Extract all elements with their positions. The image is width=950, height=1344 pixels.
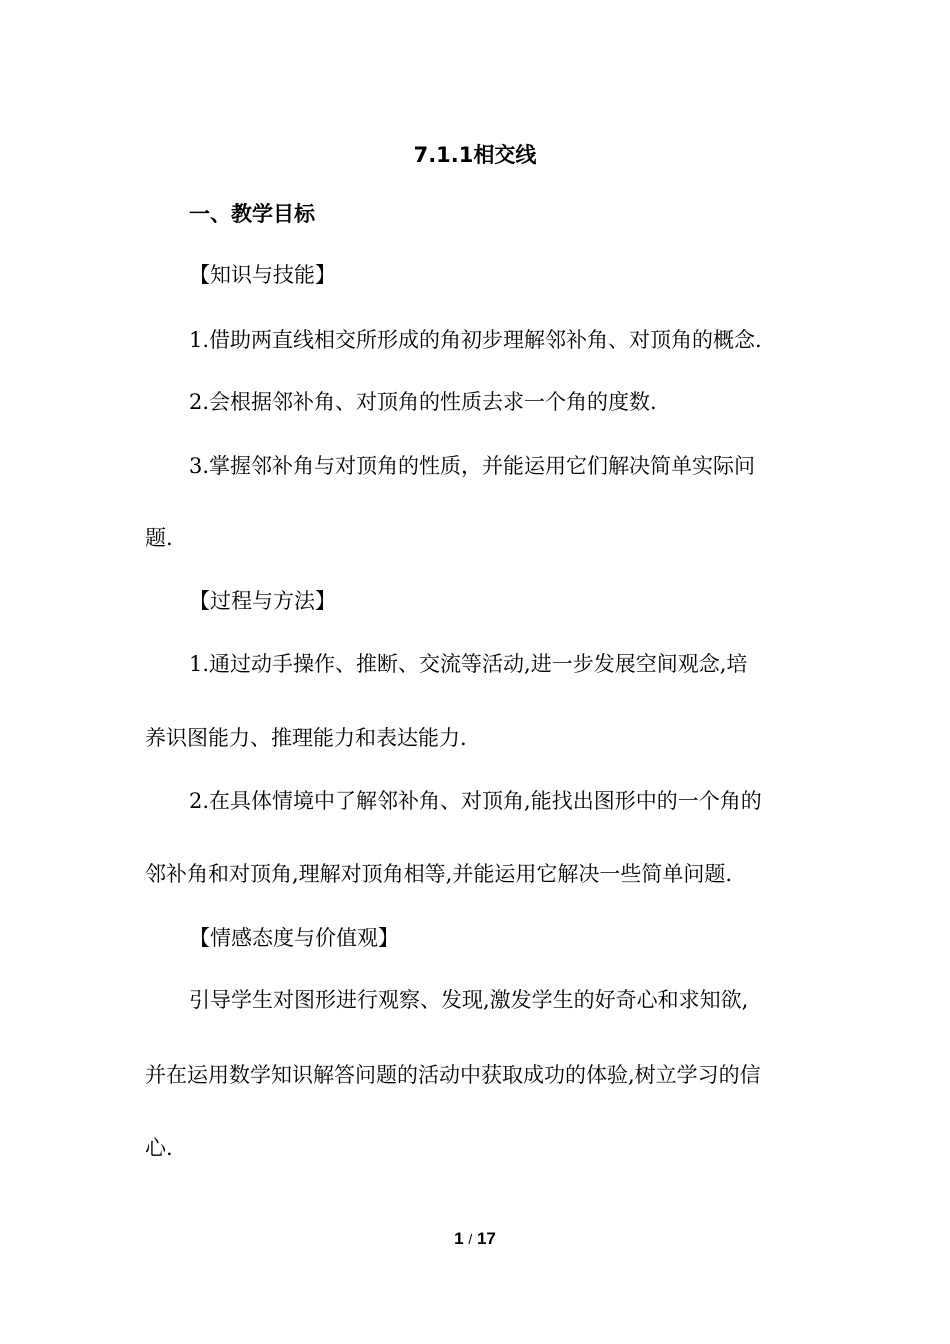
page-total: 17: [476, 1229, 496, 1248]
emotion-line-2: 并在运用数学知识解答问题的活动中获取成功的体验,树立学习的信: [145, 1063, 761, 1087]
process-item-1-line-2: 养识图能力、推理能力和表达能力.: [145, 726, 467, 750]
knowledge-item-3-line-2: 题.: [145, 526, 173, 550]
knowledge-item-3-line-1: 3.掌握邻补角与对顶角的性质，并能运用它们解决简单实际问: [189, 454, 756, 478]
subheading-process: 【过程与方法】: [189, 589, 336, 613]
page-number: [0, 1229, 950, 1249]
process-item-2-line-1: 2.在具体情境中了解邻补角、对顶角,能找出图形中的一个角的: [189, 789, 762, 813]
page-current: 1: [454, 1229, 464, 1248]
subheading-emotion: 【情感态度与价值观】: [189, 926, 399, 950]
page-separator: /: [468, 1231, 473, 1247]
page-title: 7.1.1相交线: [413, 143, 537, 167]
emotion-line-3: 心.: [145, 1136, 173, 1160]
emotion-line-1: 引导学生对图形进行观察、发现,激发学生的好奇心和求知欲,: [189, 988, 749, 1012]
section-heading-objectives: 一、教学目标: [189, 202, 315, 226]
knowledge-item-2: 2.会根据邻补角、对顶角的性质去求一个角的度数.: [189, 390, 657, 414]
process-item-2-line-2: 邻补角和对顶角,理解对顶角相等,并能运用它解决一些简单问题.: [145, 862, 733, 886]
process-item-1-line-1: 1.通过动手操作、推断、交流等活动,进一步发展空间观念,培: [189, 652, 748, 676]
knowledge-item-1: 1.借助两直线相交所形成的角初步理解邻补角、对顶角的概念.: [189, 328, 762, 352]
subheading-knowledge: 【知识与技能】: [189, 263, 336, 287]
